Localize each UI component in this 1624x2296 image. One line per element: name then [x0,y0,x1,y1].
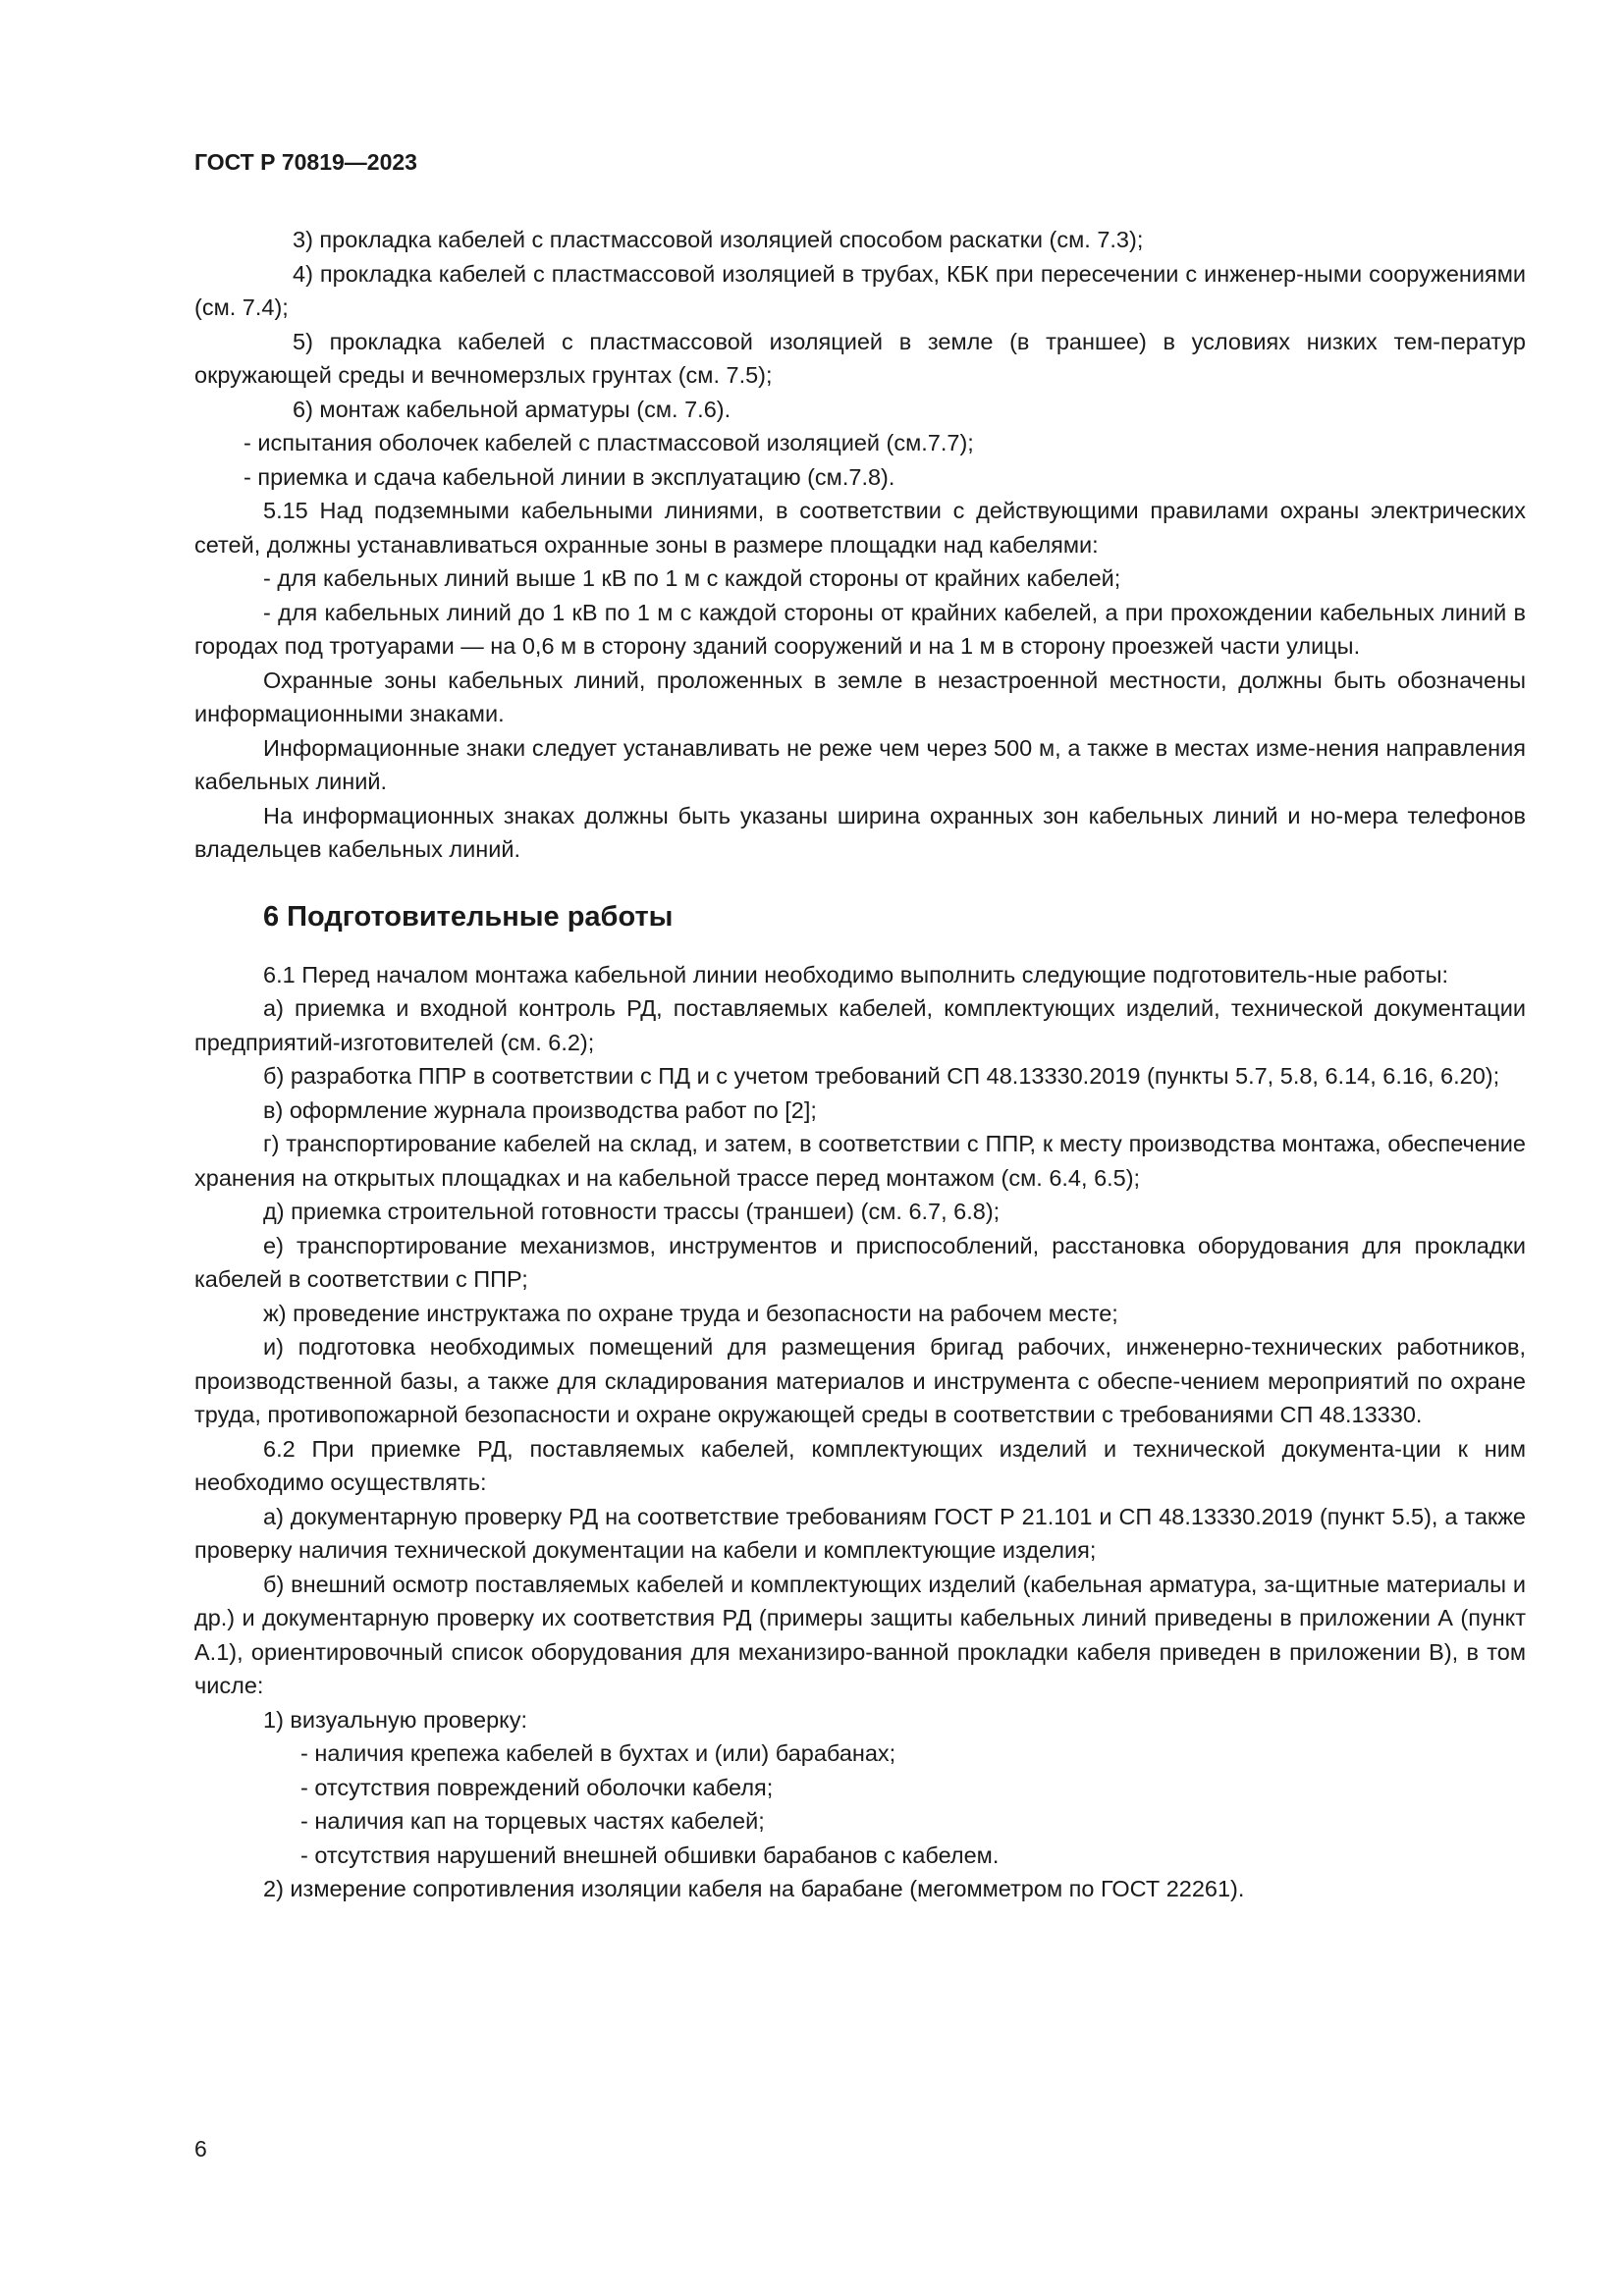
list-item: - для кабельных линий выше 1 кВ по 1 м с каждой стороны от крайних кабелей; [263,565,1121,591]
list-item: - приемка и сдача кабельной линии в эксплуатацию (см.7.8). [244,463,895,490]
list-item: - отсутствия нарушений внешней обшивки барабанов с кабелем. [300,1842,1000,1868]
list-item: г) транспортирование кабелей на склад, и затем, в соответствии с ППР, к месту производства монтажа, обеспечение хранения на открытых площадках и на кабельной трассе перед монтажом (см. 6.4, 6.5); [194,1131,1526,1191]
paragraph: Охранные зоны кабельных линий, проложенных в земле в незастроенной местности, должны быть обозначены информационными знаками. [194,667,1526,726]
list-item: е) транспортирование механизмов, инструментов и приспособлений, расстановка оборудования для прокладки кабелей в соответствии с ППР; [194,1232,1526,1292]
list-item: и) подготовка необходимых помещений для размещения бригад рабочих, инженерно-технических работников, производственной базы, а также для складирования материалов и инструмента с обеспе-чением мероприятий по охране труда, противопожарной безопасности и охране окружающей среды в соответствии с требованиями СП 48.13330. [194,1334,1526,1427]
list-item: а) документарную проверку РД на соответствие требованиям ГОСТ Р 21.101 и СП 48.13330.2019 (пункт 5.5), а также проверку наличия технической документации на кабели и комплектующие изделия; [194,1503,1526,1563]
document-header: ГОСТ Р 70819—2023 [194,149,417,175]
list-item: а) приемка и входной контроль РД, поставляемых кабелей, комплектующих изделий, технической документации предприятий-изготовителей (см. 6.2); [194,995,1526,1055]
list-item: - наличия кап на торцевых частях кабелей; [300,1808,765,1834]
list-item: 3) прокладка кабелей с пластмассовой изоляцией способом раскатки (см. 7.3); [293,227,1144,252]
list-item: - испытания оболочек кабелей с пластмассовой изоляцией (см.7.7); [244,430,974,455]
paragraph: 6.1 Перед началом монтажа кабельной линии необходимо выполнить следующие подготовитель-ные работы: [263,961,1449,988]
list-item: б) внешний осмотр поставляемых кабелей и комплектующих изделий (кабельная арматура, за-щитные материалы и др.) и документарную проверку их соответствия РД (примеры защиты кабельных линий приведены в приложении А (пункт А.1), ориентировочный список оборудования для механизиро-ванной прокладки кабеля приведен в приложении В), в том числе: [194,1571,1526,1698]
list-item: - наличия крепежа кабелей в бухтах и (или) барабанах; [300,1740,896,1766]
list-item: 2) измерение сопротивления изоляции кабеля на барабане (мегомметром по ГОСТ 22261). [263,1876,1245,1901]
list-item: ж) проведение инструктажа по охране труда и безопасности на рабочем месте; [263,1300,1118,1326]
list-item: в) оформление журнала производства работ по [2]; [263,1096,817,1123]
list-item: д) приемка строительной готовности трассы (траншеи) (см. 6.7, 6.8); [263,1199,1001,1224]
document-body [194,223,1526,1906]
paragraph: 5.15 Над подземными кабельными линиями, в соответствии с действующими правилами охраны электрических сетей, должны устанавливаться охранные зоны в размере площадки над кабелями: [194,498,1526,558]
list-item: б) разработка ППР в соответствии с ПД и с учетом требований СП 48.13330.2019 (пункты 5.7, 5.8, 6.14, 6.16, 6.20); [263,1063,1500,1089]
section-heading: 6 Подготовительные работы [263,900,674,933]
paragraph: На информационных знаках должны быть указаны ширина охранных зон кабельных линий и но-мера телефонов владельцев кабельных линий. [194,802,1526,862]
page-number: 6 [194,2136,207,2162]
list-item: 6) монтаж кабельной арматуры (см. 7.6). [293,396,731,422]
list-item: 4) прокладка кабелей с пластмассовой изоляцией в трубах, КБК при пересечении с инженер-ными сооружениями (см. 7.4); [194,260,1526,320]
list-item: - отсутствия повреждений оболочки кабеля; [300,1774,774,1800]
list-item: 1) визуальную проверку: [263,1706,527,1733]
paragraph: 6.2 При приемке РД, поставляемых кабелей, комплектующих изделий и технической документа-ции к ним необходимо осуществлять: [194,1435,1526,1495]
list-item: 5) прокладка кабелей с пластмассовой изоляцией в земле (в траншее) в условиях низких тем-ператур окружающей среды и вечномерзлых грунтах (см. 7.5); [194,328,1526,388]
paragraph: Информационные знаки следует устанавливать не реже чем через 500 м, а также в местах изме-нения направления кабельных линий. [194,734,1526,794]
list-item: - для кабельных линий до 1 кВ по 1 м с каждой стороны от крайних кабелей, а при прохождении кабельных линий в городах под тротуарами — на 0,6 м в сторону зданий сооружений и на 1 м в сторону проезжей части улицы. [194,599,1526,659]
